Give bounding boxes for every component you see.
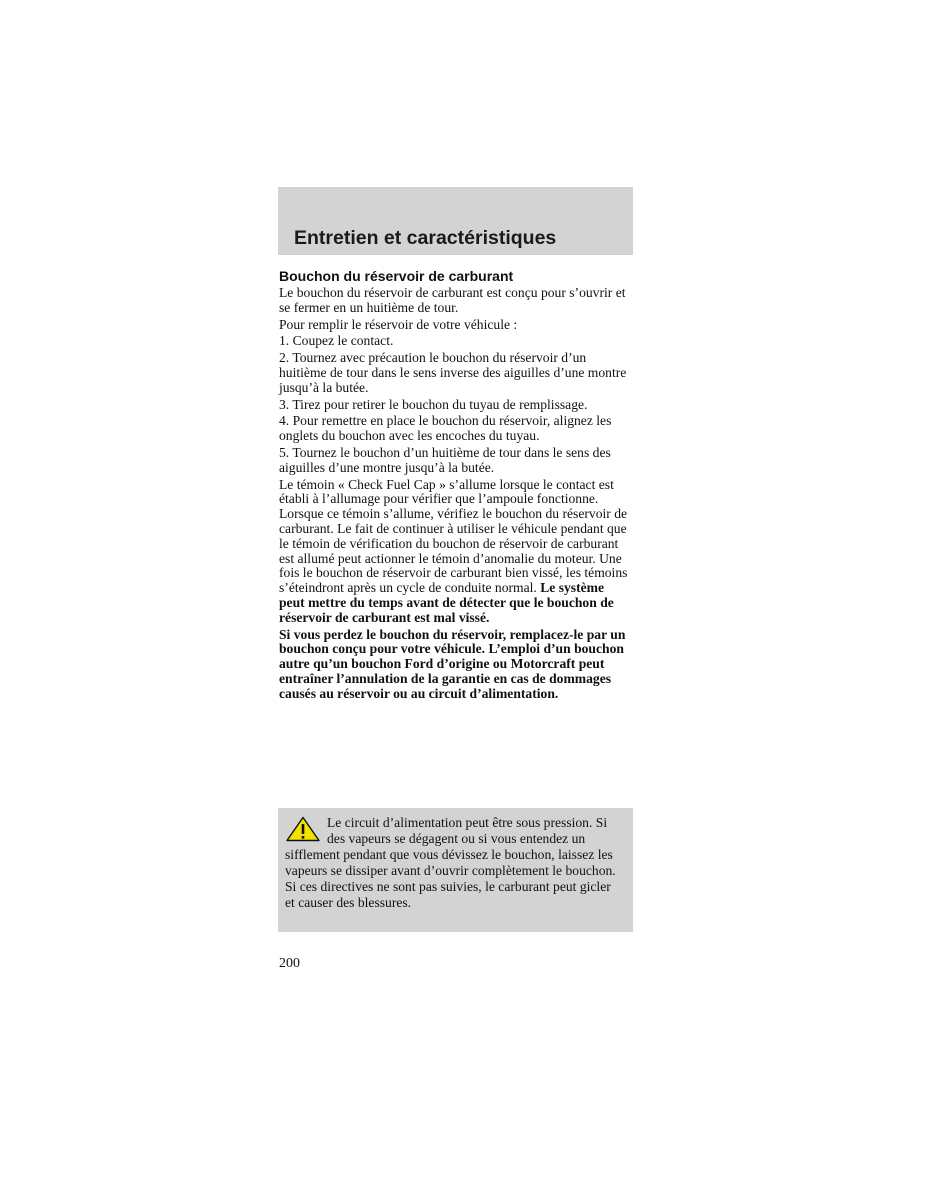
refill-intro: Pour remplir le réservoir de votre véhicule : <box>279 316 518 332</box>
step-2: 2. Tournez avec précaution le bouchon du réservoir d’un huitième de tour dans le sens inverse des aiguilles d’une montre jusqu’à la butée. <box>279 350 627 395</box>
chapter-title: Entretien et caractéristiques <box>294 227 557 249</box>
step-5: 5. Tournez le bouchon d’un huitième de tour dans le sens des aiguilles d’une montre jusqu’à la butée. <box>279 444 611 475</box>
section-header-band <box>278 187 633 255</box>
step-1: 1. Coupez le contact. <box>279 333 394 349</box>
warning-text: Le circuit d’alimentation peut être sous pression. Si des vapeurs se dégagent ou si vous entendez un sifflement pendant que vous dévissez le bouchon, laissez les vapeurs se dissiper avant d’ouvrir complètement le bouchon. Si ces directives ne sont pas suivies, le carburant peut gicler et causer des blessures. <box>285 815 616 910</box>
warning-box <box>278 808 633 932</box>
section-title: Bouchon du réservoir de carburant <box>279 268 514 284</box>
warning-triangle-icon <box>285 816 321 842</box>
indicator-paragraph <box>279 478 633 626</box>
step-4: 4. Pour remettre en place le bouchon du réservoir, alignez les onglets du bouchon avec les encoches du tuyau. <box>279 413 612 444</box>
replacement-warning-paragraph: Si vous perdez le bouchon du réservoir, remplacez-le par un bouchon conçu pour votre véhicule. L’emploi d’un bouchon autre qu’un bouchon Ford d’origine ou Motorcraft peut entraîner l’annulation de la garantie en cas de dommages causés au réservoir ou au circuit d’alimentation. <box>279 626 626 701</box>
step-3: 3. Tirez pour retirer le bouchon du tuyau de remplissage. <box>279 396 588 412</box>
intro-paragraph: Le bouchon du réservoir de carburant est conçu pour s’ouvrir et se fermer en un huitième de tour. <box>279 285 626 315</box>
indicator-text: Le témoin « Check Fuel Cap » s’allume lorsque le contact est établi à l’allumage pour vérifier que l’ampoule fonctionne. Lorsque ce témoin s’allume, vérifiez le bouchon du réservoir de carburant. Le fait de continuer à utiliser le véhicule pendant que le témoin de vérification du bouchon de réservoir de carburant est allumé peut actionner le témoin d’anomalie du moteur. Une fois le bouchon de réservoir de carburant bien vissé, les témoins s’éteindront après un cycle de conduite normal. <box>279 476 628 596</box>
page-number: 200 <box>279 956 300 971</box>
main-content <box>279 268 633 704</box>
indicator-bold-text: Le système peut mettre du temps avant de détecter que le bouchon de réservoir de carburant est mal vissé. <box>279 580 614 625</box>
